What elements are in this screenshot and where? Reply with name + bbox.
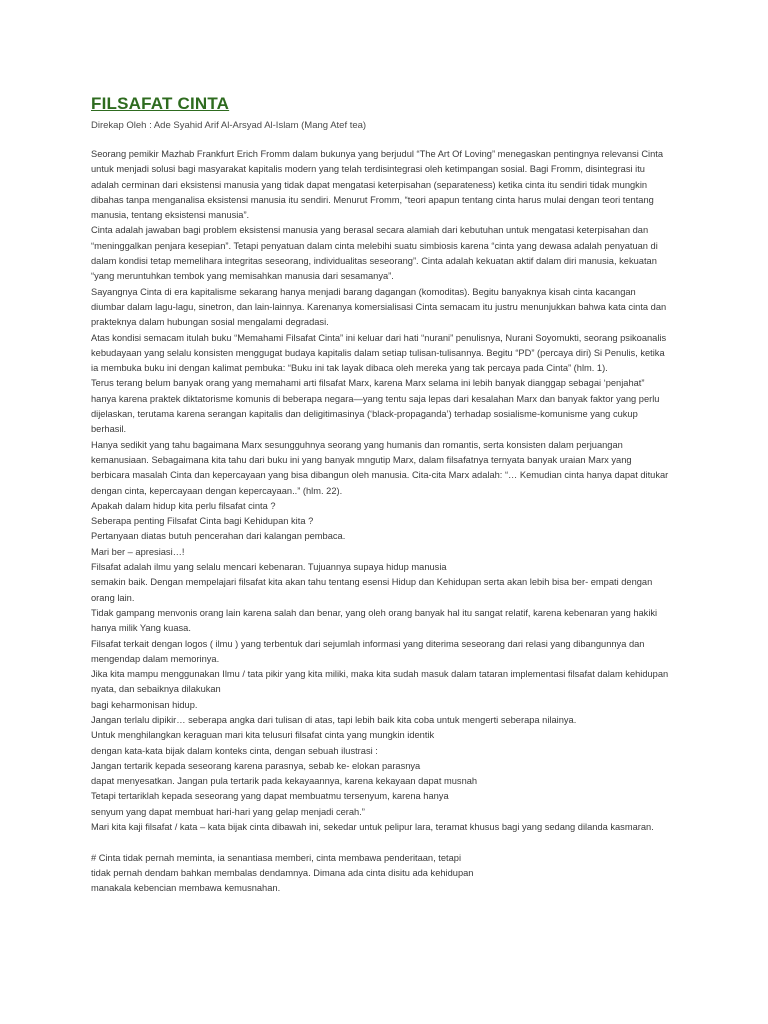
text-line: Filsafat terkait dengan logos ( ilmu ) yang terbentuk dari sejumlah informasi yang diterima seseorang dari relasi yang dibangunnya dan xyxy=(91,638,645,649)
text-line: Mari ber – apresiasi…! xyxy=(91,546,185,557)
text-line: manusia, tentang eksistensi manusia”. xyxy=(91,210,250,221)
text-line: Jangan terlalu dipikir… seberapa angka dari tulisan di atas, tapi lebih baik kita coba untuk mengerti seberapa nilainya. xyxy=(91,714,577,725)
text-line: berbicara masalah Cinta dan kepercayaan yang bisa dibangun oleh manusia. Cita-cita Marx adalah: “… Kemudian cinta hanya dapat ditukar xyxy=(91,470,669,481)
text-line: dengan cinta, kepercayaan dengan kepercayaan..” (hlm. 22). xyxy=(91,485,343,496)
text-line: diumbar dalam lagu-lagu, sinetron, dan lain-lainnya. Karenanya komersialisasi Cinta semacam itu justru menunjukkan bahwa kata cinta dan xyxy=(91,301,667,312)
text-line: Seorang pemikir Mazhab Frankfurt Erich Fromm dalam bukunya yang berjudul “The Art Of Loving” menegaskan pentingnya relevansi Cinta xyxy=(91,149,664,159)
text-line: Filsafat adalah ilmu yang selalu mencari kebenaran. Tujuannya supaya hidup manusia xyxy=(91,562,447,573)
text-line: “yang meruntuhkan tembok yang memisahkan manusia dari sesamanya”. xyxy=(91,271,394,282)
paragraph-gap xyxy=(91,835,691,850)
text-line: Atas kondisi semacam itulah buku “Memahami Filsafat Cinta” ini keluar dari hati “nurani” penulisnya, Nurani Soyomukti, seorang psikoanalis xyxy=(91,332,667,343)
text-line: berhasil. xyxy=(91,424,127,435)
text-line: manakala kebencian membawa kemusnahan. xyxy=(91,883,281,894)
text-line: Terus terang belum banyak orang yang memahami arti filsafat Marx, karena Marx selama ini lebih banyak dianggap sebagai ‘penjahat” xyxy=(91,378,645,389)
text-line: semakin baik. Dengan mempelajari filsafat kita akan tahu tentang esensi Hidup dan Kehidupan serta akan lebih bisa ber- empati dengan xyxy=(91,577,653,588)
text-line: Jika kita mampu menggunakan Ilmu / tata pikir yang kita miliki, maka kita sudah masuk dalam tataran implementasi filsafat dalam kehidupan xyxy=(91,669,669,680)
text-line: Cinta adalah jawaban bagi problem eksistensi manusia yang berasal secara alamiah dari kebutuhan untuk mengatasi keterpisahan dan xyxy=(91,225,649,236)
text-line: Tetapi tertariklah kepada seseorang yang dapat membuatmu tersenyum, karena hanya xyxy=(91,791,449,802)
text-line: Pertanyaan diatas butuh pencerahan dari kalangan pembaca. xyxy=(91,531,346,542)
text-line: prakteknya dalam hubungan sosial mengalami degradasi. xyxy=(91,317,329,328)
article-body xyxy=(91,147,691,897)
text-line: ia membuka buku ini dengan kalimat pembuka: “Buku ini tak layak dibaca oleh mereka yang tak percaya pada Cinta” (hlm. 1). xyxy=(91,363,608,374)
text-line: untuk menjadi solusi bagi masyarakat kapitalis modern yang telah terdisintegrasi oleh ketimpangan sosial. Bagi Fromm, disintegrasi itu xyxy=(91,164,645,175)
text-line: orang lain. xyxy=(91,592,135,603)
text-line: bagi keharmonisan hidup. xyxy=(91,699,198,710)
text-line: Hanya sedikit yang tahu bagaimana Marx sesungguhnya seorang yang humanis dan romantis, serta konsisten dalam perjuangan xyxy=(91,439,623,450)
text-line: # Cinta tidak pernah meminta, ia senantiasa memberi, cinta membawa penderitaan, tetapi xyxy=(91,852,462,863)
text-line: dijelaskan, terutama karena serangan kapitalis dan deligitimasinya (‘black-propaganda’) terhadap sosialisme-komunisme yang cukup xyxy=(91,409,638,420)
text-line: kemanusiaan. Sebagaimana kita tahu dari buku ini yang banyak mngutip Marx, dalam filsafatnya ternyata banyak uraian Marx yang xyxy=(91,454,632,465)
page-title: FILSAFAT CINTA xyxy=(91,94,230,113)
text-line: Seberapa penting Filsafat Cinta bagi Kehidupan kita ? xyxy=(91,516,314,527)
text-line: “meninggalkan penjara kesepian”. Tetapi penyatuan dalam cinta melebihi suatu simbiosis karena “cinta yang dewasa adalah penyatuan di xyxy=(91,240,658,251)
text-line: Mari kita kaji filsafat / kata – kata bijak cinta dibawah ini, sekedar untuk pelipur lara, teramat khusus bagi yang sedang dilanda kasmaran. xyxy=(91,822,654,833)
text-line: Sayangnya Cinta di era kapitalisme sekarang hanya menjadi barang dagangan (komoditas). Begitu banyaknya kisah cinta kacangan xyxy=(91,286,636,297)
text-line: senyum yang dapat membuat hari-hari yang gelap menjadi cerah.” xyxy=(91,806,365,817)
text-line: mengendap dalam memorinya. xyxy=(91,653,220,664)
text-line: hanya milik Yang kuasa. xyxy=(91,623,191,634)
text-line: Tidak gampang menvonis orang lain karena salah dan benar, yang oleh orang banyak hal itu sangat relatif, karena kebenaran yang hakiki xyxy=(91,607,658,618)
text-line: hanya karena praktek diktatorisme komunis di beberapa negara—yang tentu saja lepas dari kesalahan Marx dan banyak faktor yang perlu xyxy=(91,393,660,404)
text-line: dibahas tanpa menganalisa eksistensi manusia itu sendiri. Menurut Fromm, “teori apapun tentang cinta harus mulai dengan teori tentang xyxy=(91,194,654,205)
text-line: dalam kondisi tetap memelihara integritas seseorang, individualitas seseorang”. Cinta adalah kekuatan aktif dalam diri manusia, kekuatan xyxy=(91,256,657,267)
text-line: tidak pernah dendam bahkan membalas dendamnya. Dimana ada cinta disitu ada kehidupan xyxy=(91,867,474,878)
text-line: dapat menyesatkan. Jangan pula tertarik pada kekayaannya, karena kekayaan dapat musnah xyxy=(91,776,478,787)
text-line: nyata, dan sebaiknya dilakukan xyxy=(91,684,221,695)
text-line: dengan kata-kata bijak dalam konteks cinta, dengan sebuah ilustrasi : xyxy=(91,745,378,756)
text-line: Jangan tertarik kepada seseorang karena parasnya, sebab ke- elokan parasnya xyxy=(91,760,421,771)
text-line: Apakah dalam hidup kita perlu filsafat cinta ? xyxy=(91,500,276,511)
text-line: Untuk menghilangkan keraguan mari kita telusuri filsafat cinta yang mungkin identik xyxy=(91,730,435,741)
text-line: adalah cerminan dari eksistensi manusia yang tidak dapat mengatasi keterpisahan (separateness) ketika cinta itu sendiri tidak mungkin xyxy=(91,179,648,190)
author-credit: Direkap Oleh : Ade Syahid Arif Al-Arsyad Al-Islam (Mang Atef tea) xyxy=(91,120,367,131)
text-line: kebudayaan yang selalu konsisten menggugat budaya kapitalis dalam setiap tulisan-tulisannya. Begitu “PD” (percaya diri) Si Penulis, ketika xyxy=(91,347,665,358)
